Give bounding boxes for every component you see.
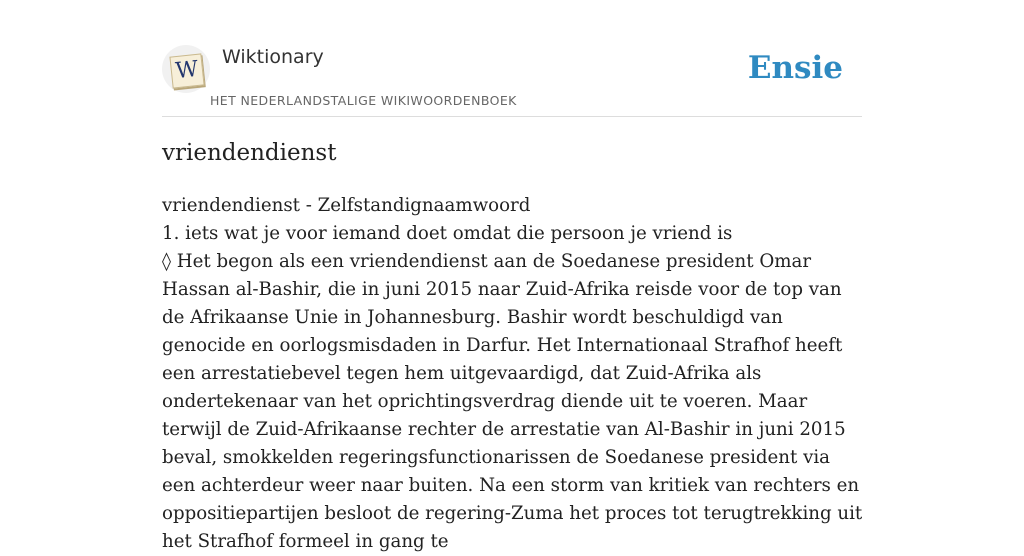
site-header [162, 0, 862, 117]
page-title: vriendendienst [162, 140, 337, 166]
definition-text: 1. iets wat je voor iemand doet omdat die persoon je vriend is [162, 223, 733, 244]
article-content [162, 192, 866, 556]
site-tagline: HET NEDERLANDSTALIGE WIKIWOORDENBOEK [210, 93, 517, 108]
logo-tile: W [169, 53, 204, 88]
wiktionary-logo-icon[interactable] [162, 45, 210, 93]
site-name[interactable]: Wiktionary [222, 46, 324, 68]
example-text: ◊ Het begon als een vriendendienst aan de Soedanese president Omar Hassan al-Bashir, die in juni 2015 naar Zuid-Afrika reisde voor de top van de Afrikaanse Unie in Johannesburg. Bashir wordt beschuldigd van genocide en oorlogsmisdaden in Darfur. Het Internationaal Strafhof heeft een arrestatiebevel tegen hem uitgevaardigd, dat Zuid-Afrika als ondertekenaar van het oprichtingsverdrag diende uit te voeren. Maar terwijl de Zuid-Afrikaanse rechter de arrestatie van Al-Bashir in juni 2015 beval, smokkelden regeringsfunctionarissen de Soedanese president via een achterdeur weer naar buiten. Na een storm van kritiek van rechters en oppositiepartijen besloot de regering-Zuma het proces tot terugtrekking uit het Strafhof formeel in gang te [162, 251, 863, 552]
ensie-brand-link[interactable]: Ensie [747, 50, 843, 86]
entry-subtitle: vriendendienst - Zelfstandignaamwoord [162, 195, 531, 216]
